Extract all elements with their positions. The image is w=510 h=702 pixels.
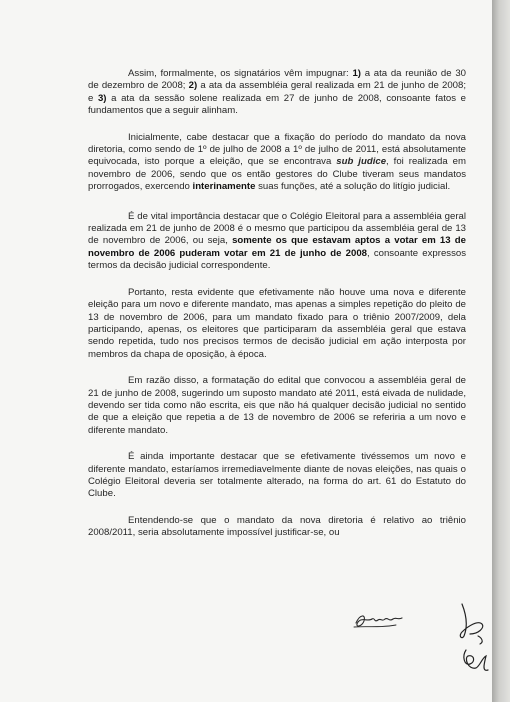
- emphasis-bold: 2): [188, 80, 198, 92]
- emphasis-bold: 1): [352, 68, 361, 79]
- paragraph-repeticao-pleito: [88, 287, 466, 361]
- emphasis-bold-italic: sub judice: [336, 156, 387, 168]
- paragraph-periodo-mandato: [88, 132, 466, 194]
- emphasis-bold: interinamente: [192, 181, 256, 193]
- text-run: a ata da reunião de 30 de dezembro de 2008;: [88, 68, 467, 92]
- text-run: a ata da sessão solene realizada em 27 de junho de 2008, consoante fatos e fundamentos que a seguir alinham.: [88, 92, 466, 117]
- document-body: [88, 68, 466, 554]
- text-run: Inicialmente, cabe destacar que a fixação do período do mandato da nova diretoria, como sendo de 1º de julho de 2008 a 1º de julho de 2011, está absolutamente equivocada, isto porque a eleição, que se encontrava: [88, 131, 466, 168]
- text-run: suas funções, até a solução do litígio judicial.: [255, 181, 451, 193]
- paragraph-novo-mandato: [88, 451, 466, 501]
- text-run: É ainda importante destacar que se efetivamente tivéssemos um novo e diferente mandato, estaríamos irremediavelmente diante de novas eleições, nas quais o Colégio Eleitoral deveria ser totalmente alterado, na forma do art. 61 do Estatuto do Clube.: [88, 451, 466, 500]
- signature-initials-right: [452, 600, 492, 680]
- text-run: , foi realizada em novembro de 2006, sendo que os então gestores do Clube tiveram seus mandatos prorrogados, exercendo: [88, 156, 466, 193]
- paragraph-trienio: [88, 515, 466, 540]
- text-run: Assim, formalmente, os signatários vêm impugnar:: [128, 68, 353, 79]
- text-run: Portanto, resta evidente que efetivamente não houve uma nova e diferente eleição para um novo e diferente mandato, mas apenas a simples repetição do pleito de 13 de novembro de 2006, para um mandato fixado para o triênio 2007/2009, dela participando, apenas, os eleitores que participaram da assembléia geral que estava sendo repetida, tudo nos precisos termos de decisão judicial em ação interposta por membros da chapa de oposição, à época.: [88, 286, 466, 360]
- text-run: , consoante expressos termos da decisão judicial correspondente.: [88, 247, 467, 272]
- text-run: Em razão disso, a formatação do edital que convocou a assembléia geral de 21 de junho de 2008, sugerindo um suposto mandato até 2011, está eivada de nulidade, devendo ser tida como não escrita, eis que não há qualquer decisão judicial no sentido de que a eleição que repetia a de 13 de novembro de 2006 se referiria a um novo e diferente mandato.: [88, 375, 466, 436]
- text-run: a ata da assembléia geral realizada em 21 de junho de 2008; e: [88, 80, 466, 104]
- signature-initials-left: [350, 606, 406, 632]
- paragraph-colegio-eleitoral: [88, 211, 466, 273]
- emphasis-bold: 3): [97, 92, 107, 104]
- text-run: É de vital importância destacar que o Colégio Eleitoral para a assembléia geral realizada em 21 de junho de 2008 é o mesmo que participou da assembléia geral de 13 de novembro de 2006, ou seja,: [88, 210, 466, 247]
- page-edge-shadow: [492, 0, 510, 702]
- emphasis-bold: somente os que estavam aptos a votar em 13 de novembro de 2006 puderam votar em 21 de junho de 2008: [88, 235, 466, 259]
- paragraph-nulidade-edital: [88, 375, 466, 437]
- text-run: Entendendo-se que o mandato da nova diretoria é relativo ao triênio 2008/2011, seria absolutamente impossível justificar-se, ou: [88, 514, 466, 539]
- paragraph-impugnacao: [88, 68, 466, 118]
